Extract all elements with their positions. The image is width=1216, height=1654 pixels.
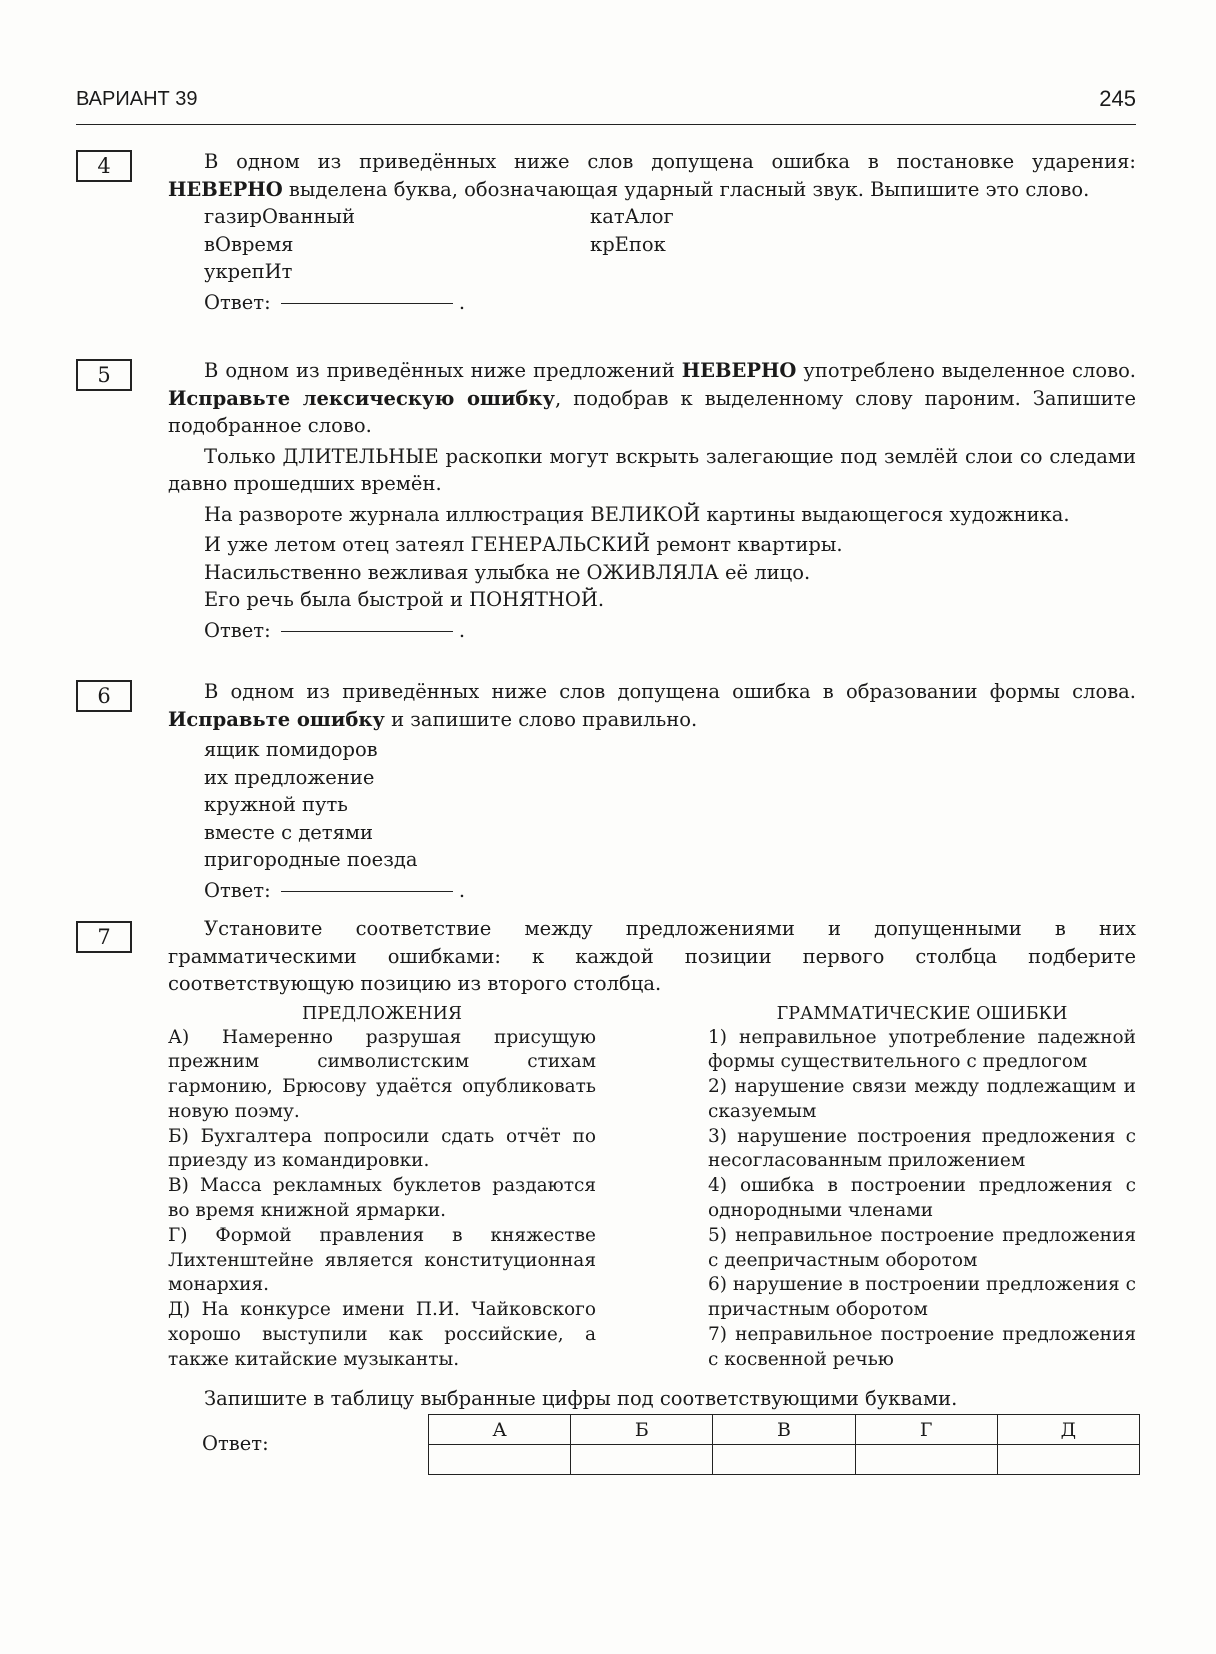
task-number-box: 4	[76, 150, 132, 182]
answer-field[interactable]	[281, 890, 453, 892]
list-item: газирОванный	[204, 205, 356, 228]
list-item: кружной путь	[204, 793, 348, 816]
matching-columns	[168, 1002, 1136, 1373]
list-item: Г) Формой правления в княжестве Лихтенштейне является конституционная монархия.	[168, 1224, 596, 1296]
list-item: крЕпок	[590, 232, 666, 256]
task-instruction: В одном из приведённых ниже слов допущена ошибка в постановке ударения: НЕВЕРНО выделена буква, обозначающая ударный гласный звук. Выпишите это слово.	[168, 150, 1136, 201]
variant-title: ВАРИАНТ 39	[76, 88, 198, 110]
list-item: 4) ошибка в построении предложения с однородными членами	[708, 1175, 1136, 1222]
page-number: 245	[1099, 86, 1136, 111]
answer-field[interactable]	[281, 630, 453, 632]
task-number-box: 7	[76, 921, 132, 953]
column-header: ГРАММАТИЧЕСКИЕ ОШИБКИ	[776, 1003, 1068, 1024]
sentences-column	[168, 1002, 596, 1373]
list-item: 3) нарушение построения предложения с несогласованным приложением	[708, 1125, 1136, 1172]
answer-cell[interactable]	[429, 1445, 571, 1475]
word-list	[168, 736, 1136, 874]
task-number-box: 5	[76, 359, 132, 391]
answer-cell[interactable]	[855, 1445, 997, 1475]
task-instruction: В одном из приведённых ниже предложений НЕВЕРНО употреблено выделенное слово. Исправьте лексическую ошибку, подобрав к выделенному слову пароним. Запишите подобранное слово.	[168, 359, 1137, 437]
list-item: А) Намеренно разрушая присущую прежним символистским стихам гармонию, Брюсову удаётся опубликовать новую поэму.	[168, 1026, 596, 1122]
table-header-cell: В	[713, 1415, 855, 1445]
list-item: вместе с детями	[204, 820, 374, 844]
list-item: Б) Бухгалтера попросили сдать отчёт по приезду из командировки.	[168, 1125, 596, 1172]
table-header-cell: А	[429, 1415, 571, 1445]
answer-field[interactable]	[281, 302, 453, 304]
errors-column	[708, 1002, 1136, 1373]
table-header-cell: Б	[571, 1415, 713, 1445]
table-header-cell: Д	[997, 1415, 1139, 1445]
list-item: 6) нарушение в построении предложения с причастным оборотом	[708, 1274, 1136, 1321]
list-item: 7) неправильное построение предложения с косвенной речью	[708, 1324, 1136, 1370]
task-number-box: 6	[76, 680, 132, 712]
sentence: И уже летом отец затеял ГЕНЕРАЛЬСКИЙ ремонт квартиры.	[204, 533, 843, 556]
sentence: Насильственно вежливая улыбка не ОЖИВЛЯЛА её лицо.	[204, 560, 811, 584]
list-item: 1) неправильное употребление падежной формы существительного с предлогом	[708, 1026, 1136, 1073]
list-item: 5) неправильное построение предложения с деепричастным оборотом	[708, 1224, 1136, 1271]
table-instruction: Запишите в таблицу выбранные цифры под соответствующими буквами.	[204, 1386, 958, 1410]
column-header: ПРЕДЛОЖЕНИЯ	[301, 1003, 463, 1024]
list-item: укрепИт	[204, 260, 293, 283]
answer-cell[interactable]	[997, 1445, 1139, 1475]
list-item: вОвремя	[204, 232, 294, 256]
answer-table	[428, 1414, 1140, 1475]
answer-table-block	[160, 1414, 1140, 1484]
answer-line: Ответ: .	[204, 878, 466, 902]
list-item: ящик помидоров	[204, 738, 378, 761]
list-item: их предложение	[204, 765, 375, 789]
page-header	[76, 84, 1136, 125]
word-list	[168, 203, 1136, 286]
list-item: пригородные поезда	[204, 848, 418, 871]
sentence: На развороте журнала иллюстрация ВЕЛИКОЙ картины выдающегося художника.	[204, 502, 1070, 526]
answer-cell[interactable]	[571, 1445, 713, 1475]
answer-cell[interactable]	[713, 1445, 855, 1475]
list-item: В) Масса рекламных буклетов раздаются во время книжной ярмарки.	[168, 1175, 596, 1222]
list-item: катАлог	[590, 205, 674, 228]
task-instruction: В одном из приведённых ниже слов допущена ошибка в образовании формы слова. Исправьте ошибку и запишите слово правильно.	[168, 680, 1136, 731]
sentence: Его речь была быстрой и ПОНЯТНОЙ.	[204, 588, 605, 611]
list-item: 2) нарушение связи между подлежащим и сказуемым	[708, 1076, 1136, 1122]
task-instruction: Установите соответствие между предложениями и допущенными в них грамматическими ошибками: к каждой позиции первого столбца подберите соответствующую позицию из второго столбца.	[168, 917, 1136, 995]
answer-line: Ответ: .	[204, 618, 466, 642]
table-header-cell: Г	[855, 1415, 997, 1445]
sentence: Только ДЛИТЕЛЬНЫЕ раскопки могут вскрыть залегающие под землёй слои со следами давно прошедших времён.	[168, 444, 1136, 495]
answer-label: Ответ:	[202, 1432, 269, 1455]
answer-line: Ответ: .	[204, 290, 466, 314]
list-item: Д) На конкурсе имени П.И. Чайковского хорошо выступили как российские, а также китайские музыканты.	[168, 1299, 596, 1370]
